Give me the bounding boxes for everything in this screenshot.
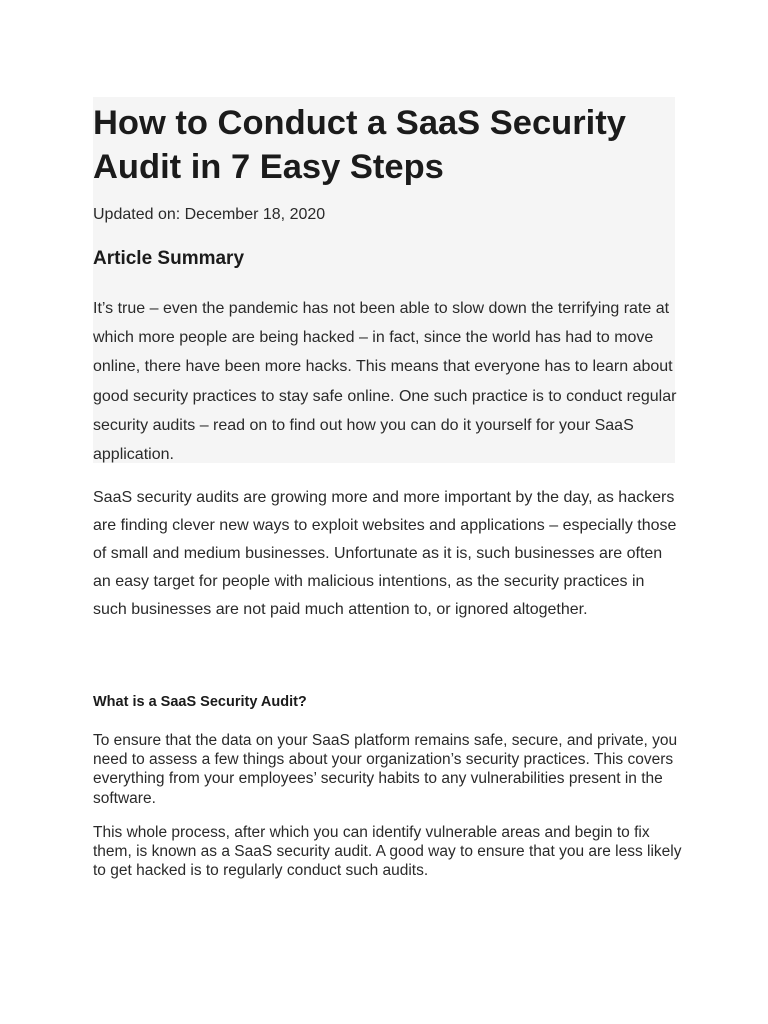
section-paragraph-1: To ensure that the data on your SaaS platform remains safe, secure, and private, you need to assess a few things about your organization’s security practices. This covers everything from your employees’ security habits to any vulnerabilities present in the software. <box>93 732 678 807</box>
section-paragraph-2: This whole process, after which you can identify vulnerable areas and begin to fix them, is known as a SaaS security audit. A good way to ensure that you are less likely to get hacked is to regularly conduct such audits. <box>93 824 682 880</box>
updated-date: Updated on: December 18, 2020 <box>93 206 326 223</box>
summary-heading: Article Summary <box>93 248 245 269</box>
summary-paragraph: It’s true – even the pandemic has not been able to slow down the terrifying rate at which more people are being hacked – in fact, since the world has had to move online, there have been more hacks. This means that everyone has to learn about good security practices to stay safe online. One such practice is to conduct regular security audits – read on to find out how you can do it yourself for your SaaS application. <box>93 300 677 464</box>
intro-paragraph: SaaS security audits are growing more and more important by the day, as hackers are finding clever new ways to exploit websites and applications – especially those of small and medium businesses. Unfortunate as it is, such businesses are often an easy target for people with malicious intentions, as the security practices in such businesses are not paid much attention to, or ignored altogether. <box>93 489 677 618</box>
section-heading: What is a SaaS Security Audit? <box>93 694 307 710</box>
article-title: How to Conduct a SaaS Security Audit in 7 Easy Steps <box>93 104 626 186</box>
